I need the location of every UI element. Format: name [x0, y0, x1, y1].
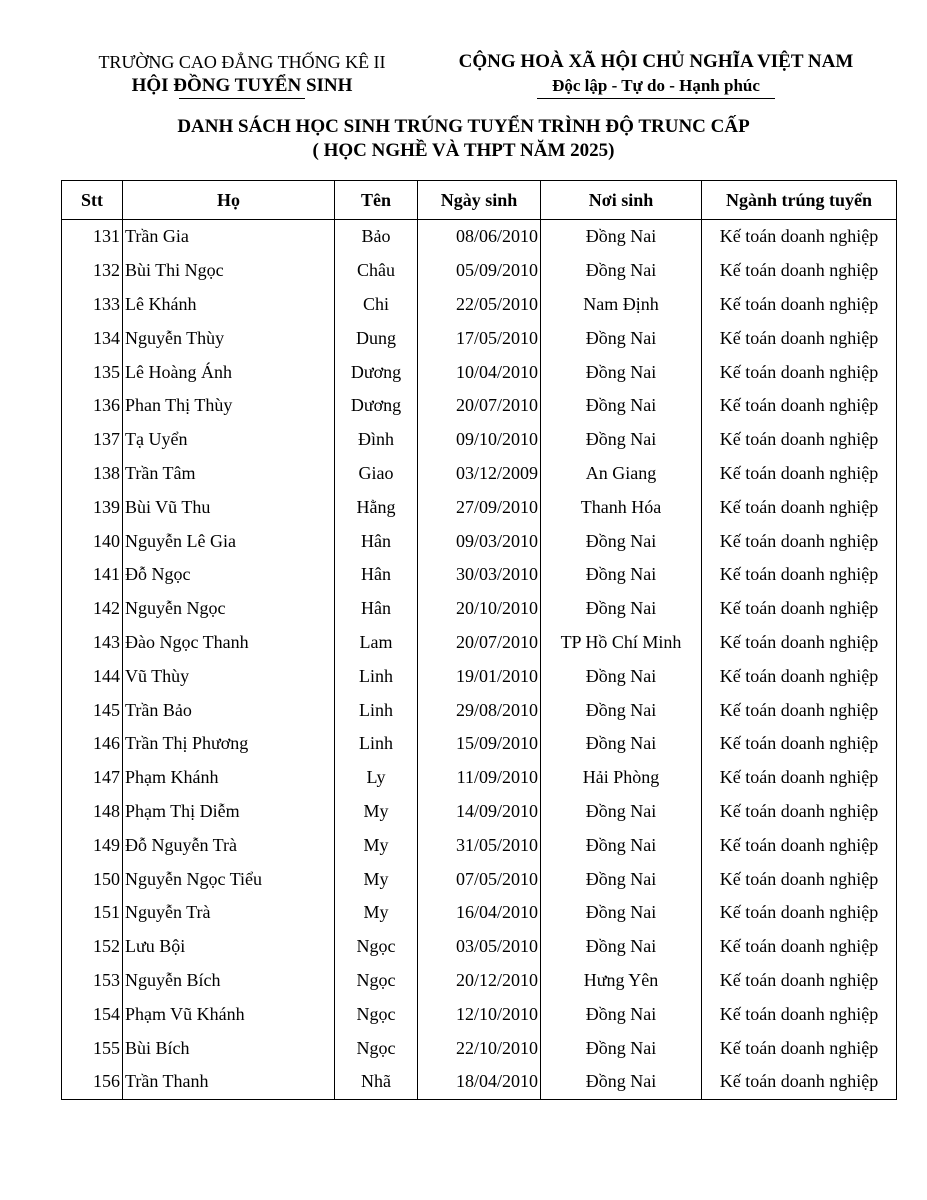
cell-nganh: Kế toán doanh nghiệp [702, 659, 897, 693]
table-header-row [62, 181, 897, 220]
col-header-ho: Họ [123, 181, 335, 220]
table-row [62, 355, 897, 389]
table-row [62, 490, 897, 524]
cell-nganh: Kế toán doanh nghiệp [702, 626, 897, 660]
cell-ten: Lam [335, 626, 418, 660]
table-row [62, 896, 897, 930]
cell-ten: Châu [335, 254, 418, 288]
cell-ten: Dung [335, 321, 418, 355]
cell-ho: Bùi Bích [123, 1031, 335, 1065]
cell-ngay-sinh: 16/04/2010 [418, 896, 541, 930]
cell-ho: Lê Hoàng Ánh [123, 355, 335, 389]
cell-ten: Linh [335, 693, 418, 727]
cell-ten: Dương [335, 389, 418, 423]
cell-noi-sinh: Nam Định [541, 288, 702, 322]
cell-nganh: Kế toán doanh nghiệp [702, 1031, 897, 1065]
table-row [62, 828, 897, 862]
cell-stt: 154 [62, 997, 123, 1031]
cell-ho: Trần Gia [123, 220, 335, 254]
table-row [62, 558, 897, 592]
cell-stt: 141 [62, 558, 123, 592]
cell-nganh: Kế toán doanh nghiệp [702, 558, 897, 592]
cell-ho: Nguyễn Lê Gia [123, 524, 335, 558]
cell-stt: 131 [62, 220, 123, 254]
col-header-ngay-sinh: Ngày sinh [418, 181, 541, 220]
cell-noi-sinh: Hưng Yên [541, 964, 702, 998]
cell-noi-sinh: Đồng Nai [541, 727, 702, 761]
cell-nganh: Kế toán doanh nghiệp [702, 524, 897, 558]
cell-ho: Bùi Vũ Thu [123, 490, 335, 524]
cell-stt: 148 [62, 795, 123, 829]
table-row [62, 795, 897, 829]
cell-ten: Hân [335, 524, 418, 558]
table-row [62, 389, 897, 423]
cell-stt: 145 [62, 693, 123, 727]
cell-noi-sinh: Đồng Nai [541, 1065, 702, 1099]
cell-nganh: Kế toán doanh nghiệp [702, 693, 897, 727]
cell-ho: Tạ Uyển [123, 423, 335, 457]
col-header-stt: Stt [62, 181, 123, 220]
cell-stt: 136 [62, 389, 123, 423]
table-row [62, 693, 897, 727]
cell-ho: Đỗ Nguyễn Trà [123, 828, 335, 862]
cell-noi-sinh: Hải Phòng [541, 761, 702, 795]
cell-ten: Ngọc [335, 997, 418, 1031]
cell-ngay-sinh: 20/12/2010 [418, 964, 541, 998]
cell-nganh: Kế toán doanh nghiệp [702, 1065, 897, 1099]
cell-ngay-sinh: 20/07/2010 [418, 626, 541, 660]
cell-nganh: Kế toán doanh nghiệp [702, 254, 897, 288]
table-row [62, 964, 897, 998]
cell-noi-sinh: Đồng Nai [541, 220, 702, 254]
cell-ngay-sinh: 20/07/2010 [418, 389, 541, 423]
cell-noi-sinh: Đồng Nai [541, 423, 702, 457]
cell-nganh: Kế toán doanh nghiệp [702, 862, 897, 896]
cell-ho: Phạm Vũ Khánh [123, 997, 335, 1031]
col-header-noi-sinh: Nơi sinh [541, 181, 702, 220]
cell-noi-sinh: Đồng Nai [541, 896, 702, 930]
cell-ngay-sinh: 10/04/2010 [418, 355, 541, 389]
cell-ho: Trần Bảo [123, 693, 335, 727]
cell-ten: Ngọc [335, 964, 418, 998]
cell-nganh: Kế toán doanh nghiệp [702, 220, 897, 254]
cell-nganh: Kế toán doanh nghiệp [702, 389, 897, 423]
cell-ho: Nguyễn Bích [123, 964, 335, 998]
table-row [62, 930, 897, 964]
table-row [62, 997, 897, 1031]
table-row [62, 1065, 897, 1099]
cell-ngay-sinh: 11/09/2010 [418, 761, 541, 795]
table-row [62, 254, 897, 288]
table-row [62, 524, 897, 558]
cell-ngay-sinh: 31/05/2010 [418, 828, 541, 862]
cell-ten: Ngọc [335, 930, 418, 964]
cell-nganh: Kế toán doanh nghiệp [702, 795, 897, 829]
cell-stt: 134 [62, 321, 123, 355]
cell-nganh: Kế toán doanh nghiệp [702, 828, 897, 862]
cell-ho: Trần Thị Phương [123, 727, 335, 761]
cell-ngay-sinh: 22/10/2010 [418, 1031, 541, 1065]
cell-ngay-sinh: 15/09/2010 [418, 727, 541, 761]
cell-ten: My [335, 828, 418, 862]
cell-ten: My [335, 862, 418, 896]
cell-ngay-sinh: 20/10/2010 [418, 592, 541, 626]
cell-ngay-sinh: 03/05/2010 [418, 930, 541, 964]
cell-stt: 133 [62, 288, 123, 322]
cell-stt: 152 [62, 930, 123, 964]
cell-ho: Đỗ Ngọc [123, 558, 335, 592]
cell-ngay-sinh: 30/03/2010 [418, 558, 541, 592]
cell-ngay-sinh: 03/12/2009 [418, 457, 541, 491]
table-row [62, 220, 897, 254]
cell-ten: Dương [335, 355, 418, 389]
cell-ho: Vũ Thùy [123, 659, 335, 693]
cell-nganh: Kế toán doanh nghiệp [702, 592, 897, 626]
cell-ho: Nguyễn Trà [123, 896, 335, 930]
cell-ngay-sinh: 07/05/2010 [418, 862, 541, 896]
motto-underline [537, 98, 775, 99]
cell-nganh: Kế toán doanh nghiệp [702, 930, 897, 964]
cell-ngay-sinh: 22/05/2010 [418, 288, 541, 322]
cell-noi-sinh: Đồng Nai [541, 659, 702, 693]
cell-noi-sinh: Đồng Nai [541, 828, 702, 862]
cell-stt: 153 [62, 964, 123, 998]
cell-noi-sinh: TP Hồ Chí Minh [541, 626, 702, 660]
cell-noi-sinh: Đồng Nai [541, 592, 702, 626]
table-row [62, 761, 897, 795]
table-row [62, 423, 897, 457]
cell-ngay-sinh: 18/04/2010 [418, 1065, 541, 1099]
cell-stt: 150 [62, 862, 123, 896]
cell-stt: 137 [62, 423, 123, 457]
cell-ngay-sinh: 09/10/2010 [418, 423, 541, 457]
cell-nganh: Kế toán doanh nghiệp [702, 997, 897, 1031]
cell-ho: Trần Tâm [123, 457, 335, 491]
cell-nganh: Kế toán doanh nghiệp [702, 964, 897, 998]
cell-noi-sinh: An Giang [541, 457, 702, 491]
cell-ten: Giao [335, 457, 418, 491]
cell-ten: My [335, 896, 418, 930]
cell-ten: Bảo [335, 220, 418, 254]
cell-noi-sinh: Đồng Nai [541, 355, 702, 389]
cell-nganh: Kế toán doanh nghiệp [702, 288, 897, 322]
cell-ho: Nguyễn Thùy [123, 321, 335, 355]
cell-ho: Phạm Khánh [123, 761, 335, 795]
cell-ten: Linh [335, 727, 418, 761]
cell-noi-sinh: Đồng Nai [541, 524, 702, 558]
table-row [62, 862, 897, 896]
council-underline [179, 98, 305, 99]
cell-noi-sinh: Đồng Nai [541, 795, 702, 829]
table-row [62, 288, 897, 322]
national-motto: Độc lập - Tự do - Hạnh phúc [552, 76, 760, 95]
cell-ten: Hân [335, 558, 418, 592]
cell-noi-sinh: Thanh Hóa [541, 490, 702, 524]
cell-stt: 156 [62, 1065, 123, 1099]
cell-stt: 140 [62, 524, 123, 558]
cell-stt: 132 [62, 254, 123, 288]
cell-stt: 155 [62, 1031, 123, 1065]
table-row [62, 727, 897, 761]
table-row [62, 659, 897, 693]
cell-ten: Nhã [335, 1065, 418, 1099]
cell-ho: Lưu Bội [123, 930, 335, 964]
cell-ten: Linh [335, 659, 418, 693]
cell-ho: Bùi Thi Ngọc [123, 254, 335, 288]
cell-ten: Ly [335, 761, 418, 795]
cell-nganh: Kế toán doanh nghiệp [702, 761, 897, 795]
table-body [62, 220, 897, 1100]
cell-ngay-sinh: 08/06/2010 [418, 220, 541, 254]
cell-nganh: Kế toán doanh nghiệp [702, 896, 897, 930]
school-header [62, 50, 422, 99]
cell-stt: 151 [62, 896, 123, 930]
cell-ngay-sinh: 14/09/2010 [418, 795, 541, 829]
council-name: HỘI ĐỒNG TUYỂN SINH [131, 75, 353, 96]
cell-nganh: Kế toán doanh nghiệp [702, 321, 897, 355]
cell-noi-sinh: Đồng Nai [541, 997, 702, 1031]
cell-noi-sinh: Đồng Nai [541, 862, 702, 896]
cell-noi-sinh: Đồng Nai [541, 321, 702, 355]
cell-stt: 146 [62, 727, 123, 761]
cell-ten: My [335, 795, 418, 829]
cell-ten: Đình [335, 423, 418, 457]
cell-nganh: Kế toán doanh nghiệp [702, 457, 897, 491]
cell-ho: Nguyễn Ngọc Tiểu [123, 862, 335, 896]
cell-ten: Hằng [335, 490, 418, 524]
cell-noi-sinh: Đồng Nai [541, 389, 702, 423]
cell-noi-sinh: Đồng Nai [541, 693, 702, 727]
cell-stt: 139 [62, 490, 123, 524]
title-line-1: DANH SÁCH HỌC SINH TRÚNG TUYỂN TRÌNH ĐỘ TRUNC CẤP [177, 116, 750, 137]
national-header [440, 50, 872, 99]
cell-ngay-sinh: 17/05/2010 [418, 321, 541, 355]
cell-stt: 149 [62, 828, 123, 862]
cell-stt: 147 [62, 761, 123, 795]
cell-ngay-sinh: 19/01/2010 [418, 659, 541, 693]
cell-noi-sinh: Đồng Nai [541, 930, 702, 964]
cell-ho: Trần Thanh [123, 1065, 335, 1099]
cell-stt: 135 [62, 355, 123, 389]
table-row [62, 626, 897, 660]
cell-ngay-sinh: 09/03/2010 [418, 524, 541, 558]
cell-stt: 144 [62, 659, 123, 693]
cell-nganh: Kế toán doanh nghiệp [702, 423, 897, 457]
admission-table [61, 180, 897, 1100]
cell-ngay-sinh: 27/09/2010 [418, 490, 541, 524]
table-row [62, 1031, 897, 1065]
title-line-2: ( HỌC NGHỀ VÀ THPT NĂM 2025) [312, 140, 615, 161]
table-row [62, 321, 897, 355]
nation-name: CỘNG HOÀ XÃ HỘI CHỦ NGHĨA VIỆT NAM [458, 51, 854, 72]
cell-ten: Hân [335, 592, 418, 626]
school-name: TRƯỜNG CAO ĐẲNG THỐNG KÊ II [98, 52, 386, 72]
cell-stt: 142 [62, 592, 123, 626]
document-title [0, 115, 927, 163]
cell-nganh: Kế toán doanh nghiệp [702, 727, 897, 761]
cell-ho: Phạm Thị Diễm [123, 795, 335, 829]
cell-ten: Chi [335, 288, 418, 322]
cell-noi-sinh: Đồng Nai [541, 1031, 702, 1065]
cell-ngay-sinh: 29/08/2010 [418, 693, 541, 727]
table-row [62, 457, 897, 491]
cell-ho: Phan Thị Thùy [123, 389, 335, 423]
cell-noi-sinh: Đồng Nai [541, 254, 702, 288]
cell-nganh: Kế toán doanh nghiệp [702, 355, 897, 389]
cell-stt: 138 [62, 457, 123, 491]
cell-ho: Đào Ngọc Thanh [123, 626, 335, 660]
cell-ngay-sinh: 05/09/2010 [418, 254, 541, 288]
col-header-nganh: Ngành trúng tuyển [702, 181, 897, 220]
cell-ho: Nguyễn Ngọc [123, 592, 335, 626]
cell-stt: 143 [62, 626, 123, 660]
cell-noi-sinh: Đồng Nai [541, 558, 702, 592]
cell-ten: Ngọc [335, 1031, 418, 1065]
cell-nganh: Kế toán doanh nghiệp [702, 490, 897, 524]
table-row [62, 592, 897, 626]
cell-ho: Lê Khánh [123, 288, 335, 322]
cell-ngay-sinh: 12/10/2010 [418, 997, 541, 1031]
col-header-ten: Tên [335, 181, 418, 220]
